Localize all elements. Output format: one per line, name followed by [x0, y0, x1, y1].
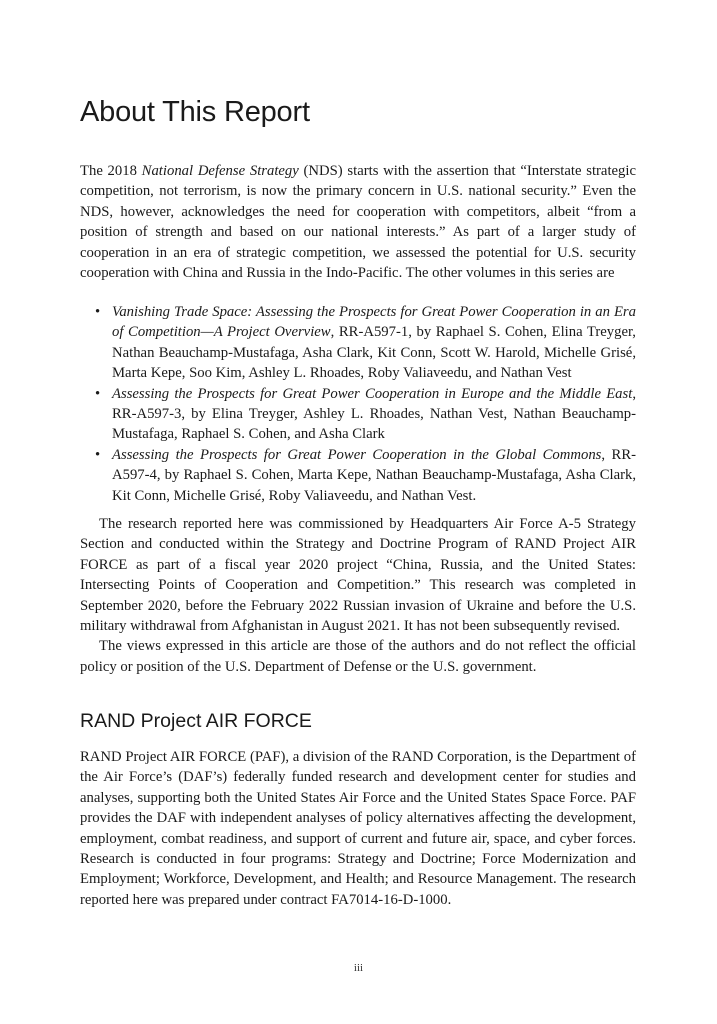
list-item [80, 445, 636, 506]
volume-details: , RR-A597-1, by Raphael S. Cohen, Elina Treyger, Nathan Beauchamp-Mustafaga, Asha Clark, Kit Conn, Scott W. Harold, Michelle Grisé, Marta Kepe, Soo Kim, Ashley L. Rhoades, Roby Valiaveedu, and Nathan Vest [112, 324, 636, 382]
nds-title: National Defense Strategy [141, 163, 299, 179]
paf-paragraph: RAND Project AIR FORCE (PAF), a division of the RAND Corporation, is the Department of the Air Force’s (DAF’s) federally funded research and development center for studies and analyses, supporting both the United States Air Force and the United States Space Force. PAF provides the DAF with independent analyses of policy alternatives affecting the development, employment, combat readiness, and support of current and future air, space, and cyber forces. Research is conducted in four programs: Strategy and Doctrine; Force Modernization and Employment; Workforce, Development, and Health; and Resource Management. The research reported here was prepared under contract FA7014-16-D-1000. [80, 749, 636, 908]
volume-title: Assessing the Prospects for Great Power Cooperation in Europe and the Middle East [112, 385, 633, 402]
paf-section [80, 747, 636, 910]
intro-paragraph [80, 161, 636, 283]
bullet-icon: • [95, 304, 101, 320]
disclaimer-paragraph: The views expressed in this article are those of the authors and do not reflect the official policy or position of the U.S. Department of Defense or the U.S. government. [80, 638, 636, 675]
bullet-icon: • [95, 385, 101, 402]
volumes-list [80, 302, 636, 506]
research-section [80, 514, 636, 677]
page-number: iii [353, 962, 364, 974]
intro-text-rest: (NDS) starts with the assertion that “Interstate strategic competition, not terrorism, is now the primary concern in U.S. national security.” Even the NDS, however, acknowledges the need for cooperation with competitors, albeit “from a position of strength and based on our national interests.” As part of a larger study of cooperation in an era of strategic competition, we assessed the potential for U.S. security cooperation with China and Russia in the Indo-Pacific. The other volumes in this series are [80, 163, 636, 282]
list-item [80, 302, 636, 384]
bullet-icon: • [95, 446, 101, 463]
page-title: About This Report [80, 96, 310, 128]
list-item [80, 384, 636, 445]
volume-details: , RR-A597-4, by Raphael S. Cohen, Marta Kepe, Nathan Beauchamp-Mustafaga, Asha Clark, Kit Conn, Michelle Grisé, Roby Valiaveedu, and Nathan Vest. [112, 446, 637, 504]
section-heading-paf: RAND Project AIR FORCE [80, 710, 312, 732]
research-paragraph: The research reported here was commissioned by Headquarters Air Force A-5 Strategy Section and conducted within the Strategy and Doctrine Program of RAND Project AIR FORCE as part of a fiscal year 2020 project “China, Russia, and the United States: Intersecting Points of Cooperation and Competition.” This research was completed in September 2020, before the February 2022 Russian invasion of Ukraine and before the U.S. military withdrawal from Afghanistan in August 2021. It has not been subsequently revised. [80, 516, 636, 635]
volume-title: Assessing the Prospects for Great Power Cooperation in the Global Commons [112, 446, 602, 463]
intro-text-start: The 2018 [80, 163, 142, 179]
volume-title: Vanishing Trade Space: Assessing the Prospects for Great Power Cooperation in an Era of Competition—A Project Overview [112, 304, 636, 341]
volume-details: , RR-A597-3, by Elina Treyger, Ashley L. Rhoades, Nathan Vest, Nathan Beauchamp-Mustafaga, Raphael S. Cohen, and Asha Clark [112, 385, 636, 443]
